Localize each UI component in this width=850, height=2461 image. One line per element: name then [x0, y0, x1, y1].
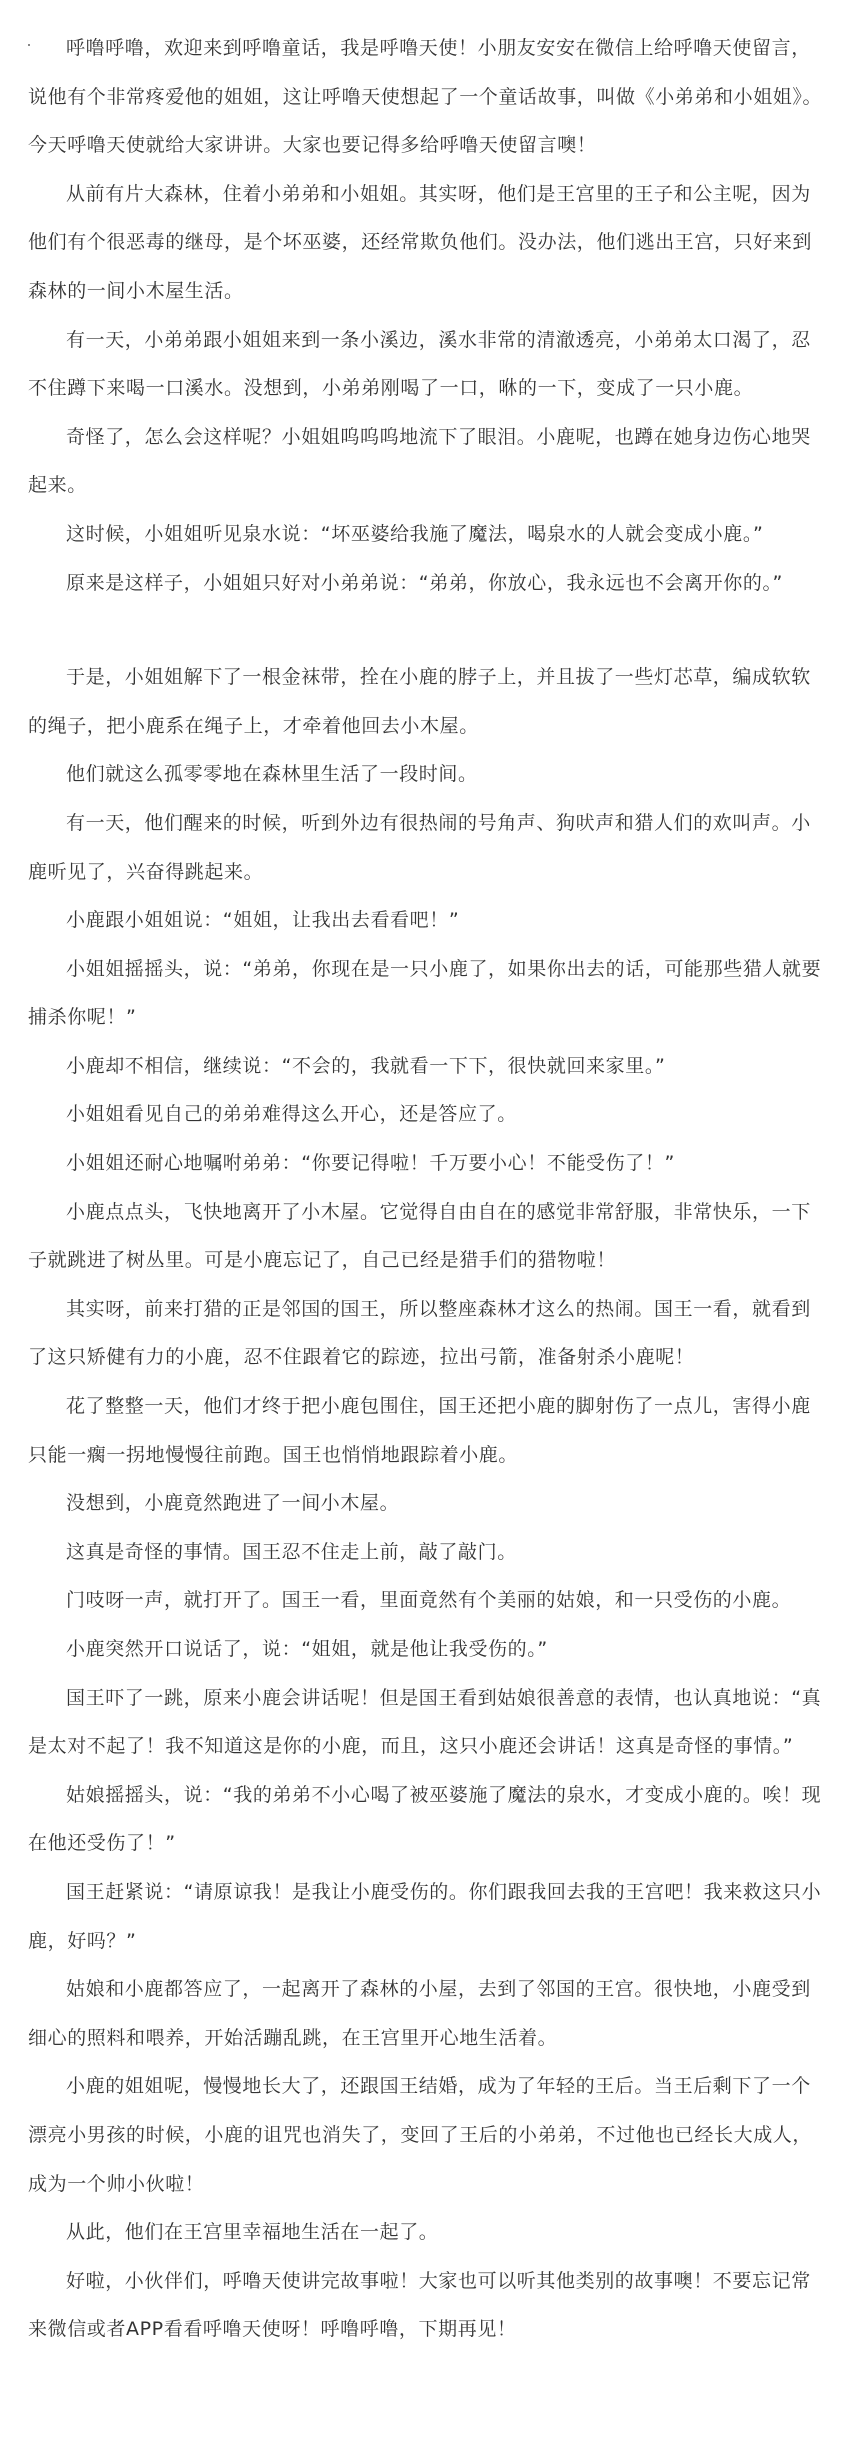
paragraph: 有一天，他们醒来的时候，听到外边有很热闹的号角声、狗吠声和猎人们的欢叫声。小鹿听见了，兴奋得跳起来。	[28, 811, 811, 883]
paragraph: 奇怪了，怎么会这样呢？小姐姐呜呜呜地流下了眼泪。小鹿呢，也蹲在她身边伤心地哭起来。	[28, 425, 811, 497]
paragraph: 姑娘摇摇头，说：“我的弟弟不小心喝了被巫婆施了魔法的泉水，才变成小鹿的。唉！现在他还受伤了！”	[28, 1783, 822, 1855]
paragraph: 小姐姐摇摇头，说：“弟弟，你现在是一只小鹿了，如果你出去的话，可能那些猎人就要捕杀你呢！”	[28, 957, 822, 1029]
story-body	[28, 24, 826, 2354]
paragraph: 小姐姐还耐心地嘱咐弟弟：“你要记得啦！千万要小心！不能受伤了！”	[66, 1152, 675, 1175]
paragraph: 原来是这样子，小姐姐只好对小弟弟说：“弟弟，你放心，我永远也不会离开你的。”	[66, 571, 783, 594]
paragraph: 于是，小姐姐解下了一根金袜带，拴在小鹿的脖子上，并且拔了一些灯芯草，编成软软的绳子，把小鹿系在绳子上，才牵着他回去小木屋。	[28, 666, 811, 737]
paragraph: 国王赶紧说：“请原谅我！是我让小鹿受伤的。你们跟我回去我的王宫吧！我来救这只小鹿，好吗？”	[28, 1880, 822, 1952]
leading-dot	[28, 44, 30, 46]
paragraph: 小鹿跟小姐姐说：“姐姐，让我出去看看吧！”	[66, 909, 460, 932]
paragraph: 小鹿点点头，飞快地离开了小木屋。它觉得自由自在的感觉非常舒服，非常快乐，一下子就跳进了树丛里。可是小鹿忘记了，自己已经是猎手们的猎物啦！	[28, 1200, 811, 1272]
paragraph: 从此，他们在王宫里幸福地生活在一起了。	[66, 2221, 439, 2244]
paragraph: 其实呀，前来打猎的正是邻国的国王，所以整座森林才这么的热闹。国王一看，就看到了这只矫健有力的小鹿，忍不住跟着它的踪迹，拉出弓箭，准备射杀小鹿呢！	[28, 1297, 811, 1369]
paragraph: 他们就这么孤零零地在森林里生活了一段时间。	[66, 763, 478, 786]
paragraph: 小姐姐看见自己的弟弟难得这么开心，还是答应了。	[66, 1103, 517, 1126]
paragraph: 小鹿突然开口说话了，说：“姐姐，就是他让我受伤的。”	[66, 1638, 548, 1660]
paragraph: 有一天，小弟弟跟小姐姐来到一条小溪边，溪水非常的清澈透亮，小弟弟太口渴了，忍不住蹲下来喝一口溪水。没想到，小弟弟刚喝了一口，咻的一下，变成了一只小鹿。	[28, 328, 811, 400]
paragraph-outro: 好啦，小伙伴们，呼噜天使讲完故事啦！大家也可以听其他类别的故事噢！不要忘记常来微信或者APP看看呼噜天使呀！呼噜呼噜，下期再见！	[28, 2269, 811, 2341]
paragraph: 这真是奇怪的事情。国王忍不住走上前，敲了敲门。	[66, 1540, 517, 1563]
paragraph: 国王吓了一跳，原来小鹿会讲话呢！但是国王看到姑娘很善意的表情，也认真地说：“真是太对不起了！我不知道这是你的小鹿，而且，这只小鹿还会讲话！这真是奇怪的事情。”	[28, 1686, 822, 1758]
paragraph: 从前有片大森林，住着小弟弟和小姐姐。其实呀，他们是王宫里的王子和公主呢，因为他们有个很恶毒的继母，是个坏巫婆，还经常欺负他们。没办法，他们逃出王宫，只好来到森林的一间小木屋生活。	[28, 182, 813, 302]
paragraph: 小鹿却不相信，继续说：“不会的，我就看一下下，很快就回来家里。”	[66, 1054, 666, 1077]
paragraph: 这时候，小姐姐听见泉水说：“坏巫婆给我施了魔法，喝泉水的人就会变成小鹿。”	[66, 522, 764, 545]
paragraph: 门吱呀一声，就打开了。国王一看，里面竟然有个美丽的姑娘，和一只受伤的小鹿。	[66, 1589, 792, 1612]
paragraph: 姑娘和小鹿都答应了，一起离开了森林的小屋，去到了邻国的王宫。很快地，小鹿受到细心的照料和喂养，开始活蹦乱跳，在王宫里开心地生活着。	[28, 1978, 811, 2049]
paragraph: 小鹿的姐姐呢，慢慢地长大了，还跟国王结婚，成为了年轻的王后。当王后剩下了一个漂亮小男孩的时候，小鹿的诅咒也消失了，变回了王后的小弟弟，不过他也已经长大成人，成为一个帅小伙啦！	[28, 2075, 813, 2195]
paragraph: 没想到，小鹿竟然跑进了一间小木屋。	[66, 1492, 400, 1515]
paragraph-intro: 呼噜呼噜，欢迎来到呼噜童话，我是呼噜天使！小朋友安安在微信上给呼噜天使留言，说他有个非常疼爱他的姐姐，这让呼噜天使想起了一个童话故事，叫做《小弟弟和小姐姐》。今天呼噜天使就给大家讲讲。大家也要记得多给呼噜天使留言噢！	[28, 37, 823, 157]
paragraph: 花了整整一天，他们才终于把小鹿包围住，国王还把小鹿的脚射伤了一点儿，害得小鹿只能一瘸一拐地慢慢往前跑。国王也悄悄地跟踪着小鹿。	[28, 1395, 811, 1466]
